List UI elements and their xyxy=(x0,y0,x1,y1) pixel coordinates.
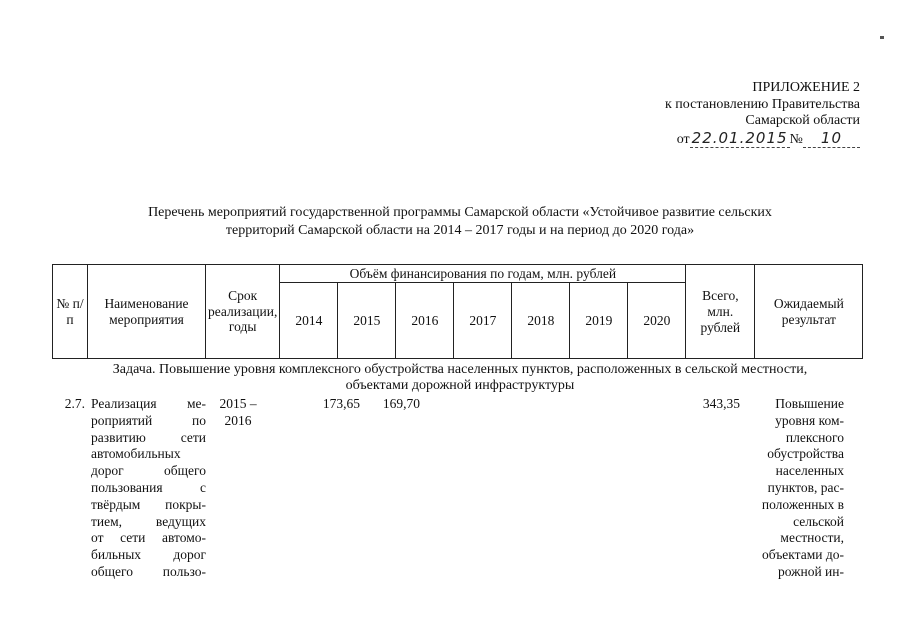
name-line: развитию сети xyxy=(91,429,206,445)
header-year-2019: 2019 xyxy=(570,283,628,359)
name-line: роприятий по xyxy=(91,412,206,428)
name-line: общего пользо- xyxy=(91,563,206,579)
name-line: Реализация ме- xyxy=(91,396,206,411)
number-prefix: № xyxy=(789,131,803,147)
name-line: тием, ведущих xyxy=(91,513,206,529)
result-line: объектами до- xyxy=(762,547,844,563)
header-period: Срок реализации, годы xyxy=(206,265,280,359)
result-line: Повышение xyxy=(775,396,844,411)
handwritten-number: 10 xyxy=(803,129,860,148)
result-line: населенных xyxy=(775,463,844,479)
header-year-2016: 2016 xyxy=(396,283,454,359)
header-year-2014: 2014 xyxy=(280,283,338,359)
appendix-title: ПРИЛОЖЕНИЕ 2 xyxy=(752,80,860,95)
name-line: пользования с xyxy=(91,479,206,495)
task-heading xyxy=(60,362,860,394)
header-year-2015: 2015 xyxy=(338,283,396,359)
handwritten-date: 22.01.2015 xyxy=(691,128,788,147)
result-line: плексного xyxy=(785,429,844,445)
result-line: положенных в xyxy=(761,496,844,512)
header-num: № п/п xyxy=(53,265,88,359)
appendix-region: Самарской области xyxy=(745,113,860,128)
header-name: Наименование мероприятия xyxy=(88,265,206,359)
appendix-decree: к постановлению Правительства xyxy=(664,96,860,112)
result-line: местности, xyxy=(780,530,844,546)
header-year-2017: 2017 xyxy=(454,283,512,359)
name-line: от сети автомо- xyxy=(91,530,206,546)
task-line-1: Задача. Повышение уровня комплексного обустройства населенных пунктов, расположенных в сельской местности, xyxy=(112,362,808,377)
header-result: Ожидаемый результат xyxy=(755,265,863,359)
result-line: рожной ин- xyxy=(777,563,844,579)
result-line: уровня ком- xyxy=(775,412,844,428)
header-total: Всего, млн. рублей xyxy=(686,265,755,359)
name-line: бильных дорог xyxy=(91,547,206,563)
row-total: 343,35 xyxy=(702,396,740,411)
funding-table-header xyxy=(52,264,863,359)
name-line: автомобильных xyxy=(91,446,181,462)
row-activity-name xyxy=(91,396,206,581)
appendix-date-line xyxy=(600,130,860,149)
date-prefix: от xyxy=(676,131,690,147)
row-expected-result xyxy=(752,396,844,581)
header-year-2020: 2020 xyxy=(628,283,686,359)
row-number: 2.7. xyxy=(64,396,85,411)
scan-speck xyxy=(880,36,884,39)
header-funding: Объём финансирования по годам, млн. рублей xyxy=(280,265,686,283)
header-year-2018: 2018 xyxy=(512,283,570,359)
appendix-header xyxy=(600,80,860,148)
name-line: твёрдым покры- xyxy=(91,496,206,512)
result-line: пунктов, рас- xyxy=(767,479,844,495)
result-line: обустройства xyxy=(767,446,844,462)
name-line: дорог общего xyxy=(91,463,206,479)
row-value-2015: 173,65 xyxy=(322,396,360,411)
document-title xyxy=(60,204,860,240)
title-line-1: Перечень мероприятий государственной программы Самарской области «Устойчивое развитие сельских xyxy=(148,205,772,220)
row-value-2016: 169,70 xyxy=(382,396,420,411)
result-line: сельской xyxy=(793,513,844,529)
row-period: 2015 – 2016 xyxy=(219,396,257,428)
title-line-2: территорий Самарской области на 2014 – 2017 годы и на период до 2020 года» xyxy=(225,223,695,238)
task-line-2: объектами дорожной инфраструктуры xyxy=(345,378,575,393)
